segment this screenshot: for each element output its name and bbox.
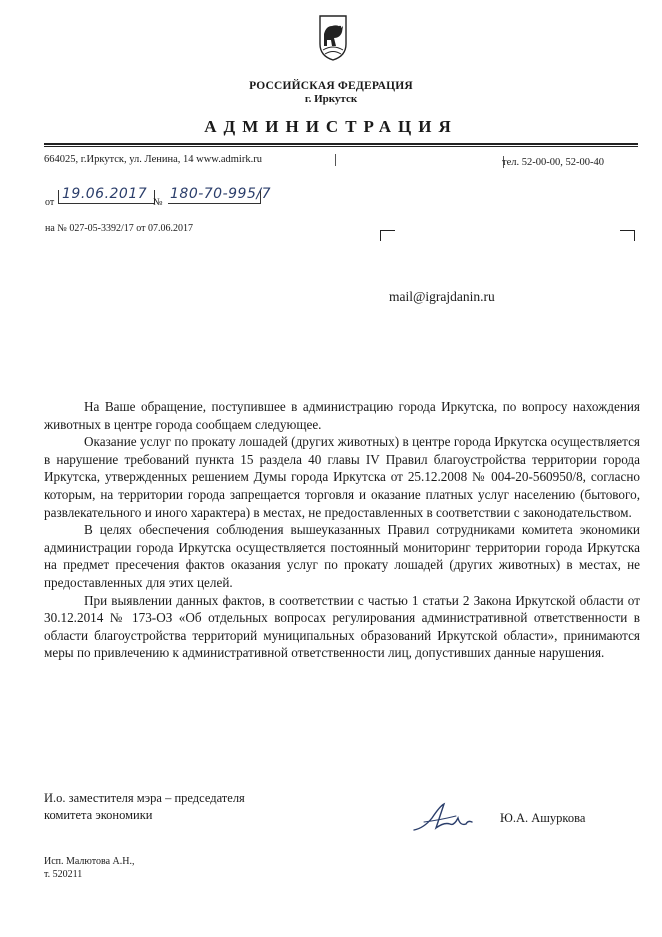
header-divider bbox=[44, 143, 638, 145]
irkutsk-coat-of-arms-icon bbox=[318, 14, 348, 62]
handwritten-signature bbox=[410, 800, 474, 836]
recipient-email: mail@igrajdanin.ru bbox=[389, 289, 495, 304]
address-separator bbox=[335, 154, 336, 166]
number-label: № bbox=[153, 197, 163, 208]
header-divider-thin bbox=[44, 146, 638, 147]
outgoing-date: 19.06.2017 bbox=[62, 186, 148, 202]
executor-phone: т. 520211 bbox=[44, 869, 83, 880]
signer-name: Ю.А. Ашуркова bbox=[500, 811, 586, 825]
body-paragraph: При выявлении данных фактов, в соответствии с частью 1 статьи 2 Закона Иркутской области от 30.12.2014 № 173-ОЗ «Об отдельных вопросах регулирования административной ответственности в области благоустройства территорий муниципальных образований Иркутской области», принимаются меры по привлечению к административной ответственности лиц, допустивших данные нарушения. bbox=[44, 592, 640, 661]
signer-position-line1: И.о. заместителя мэра – председателя bbox=[44, 791, 245, 805]
body-paragraph: В целях обеспечения соблюдения вышеуказанных Правил сотрудниками комитета экономики администрации города Иркутска осуществляется постоянный мониторинг территории города Иркутска на предмет пресечения фактов оказания услуг по прокату лошадей (других животных) в местах, не предоставленных для этих целей. bbox=[44, 522, 640, 590]
country-heading: РОССИЙСКАЯ ФЕДЕРАЦИЯ bbox=[249, 80, 413, 92]
date-label: от bbox=[45, 197, 55, 208]
outgoing-number: 180-70-995/7 bbox=[170, 186, 271, 202]
body-paragraph: Оказание услуг по прокату лошадей (других животных) в центре города Иркутска осуществляется в нарушение требований пункта 15 раздела 40 главы IV Правил благоустройства территории города Иркутска, утвержденных решением Думы города Иркутска от 25.12.2008 № 004-20-560950/8, согласно которым, на территории города запрещается торговля и оказание платных услуг населению (бытового, развлекательного и иного характера) в местах, не предоставленных в соответствии с законодательством. bbox=[44, 434, 640, 520]
organization-heading: АДМИНИСТРАЦИЯ bbox=[204, 117, 458, 136]
organization-phone: тел. 52-00-00, 52-00-40 bbox=[502, 157, 604, 168]
city-heading: г. Иркутск bbox=[304, 93, 358, 105]
address-block-corner-left bbox=[380, 230, 395, 241]
organization-address: 664025, г.Иркутск, ул. Ленина, 14 www.admirk.ru bbox=[44, 154, 262, 165]
address-block-corner-right bbox=[620, 230, 635, 241]
reference-line: на № 027-05-3392/17 от 07.06.2017 bbox=[45, 223, 194, 234]
signer-position-line2: комитета экономики bbox=[44, 808, 153, 822]
executor-name: Исп. Малютова А.Н., bbox=[44, 856, 135, 867]
letter-body bbox=[44, 398, 640, 662]
body-paragraph: На Ваше обращение, поступившее в администрацию города Иркутска, по вопросу нахождения животных в центре города сообщаем следующее. bbox=[44, 399, 640, 432]
